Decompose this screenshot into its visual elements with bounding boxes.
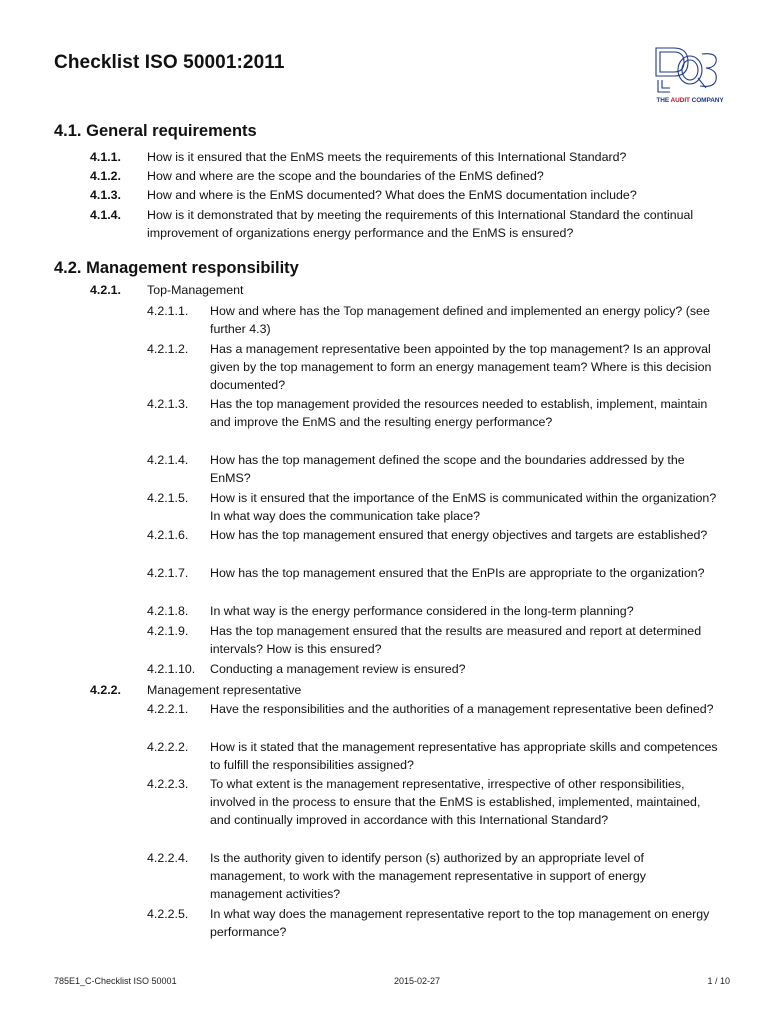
document-title: Checklist ISO 50001:2011 — [54, 52, 285, 73]
dqs-mark-icon — [654, 46, 724, 96]
dqs-logo — [650, 46, 728, 108]
logo-tagline: THE AUDIT COMPANY — [656, 97, 724, 104]
section-heading-4-1: 4.1. General requirements — [54, 122, 257, 140]
footer-doc-code: 785E1_C-Checklist ISO 50001 — [54, 976, 177, 986]
footer-date: 2015-02-27 — [394, 976, 441, 986]
footer-page-number: 1 / 10 — [707, 976, 730, 986]
section-heading-4-2: 4.2. Management responsibility — [54, 259, 299, 277]
